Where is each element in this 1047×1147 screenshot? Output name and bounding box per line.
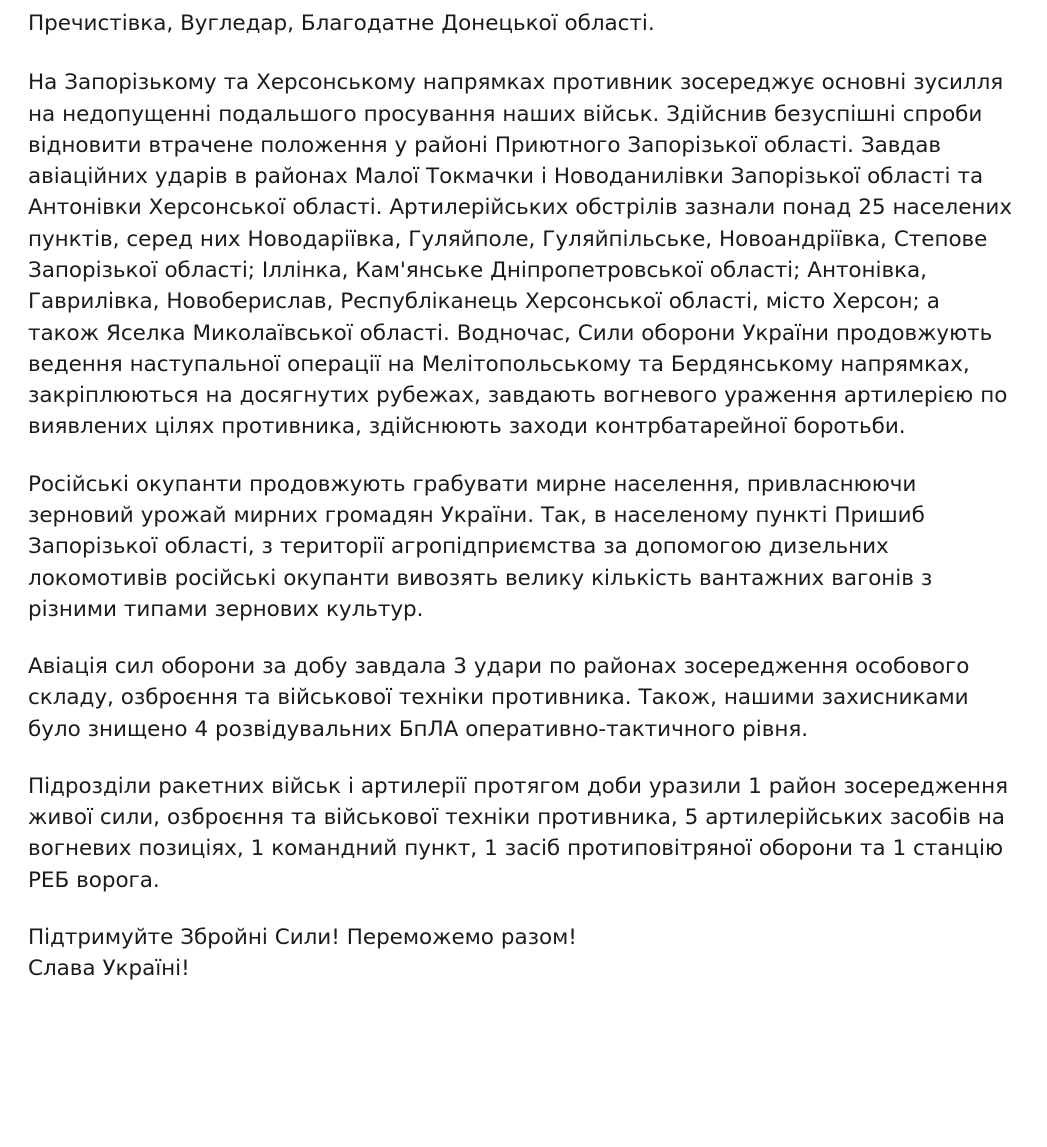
paragraph-4: Авіація сил оборони за добу завдала 3 удари по районах зосередження особового складу, озброєння та військової техніки противника. Також, нашими захисниками було знищено 4 розвідувальних БпЛА оперативно-тактичного рівня.	[28, 654, 970, 742]
paragraph-1: Пречистівка, Вугледар, Благодатне Донецької області.	[28, 11, 655, 36]
paragraph-2: На Запорізькому та Херсонському напрямках противник зосереджує основні зусилля на недопущенні подальшого просування наших військ. Здійснив безуспішні спроби відновити втрачене положення у районі Приютного Запорізької області. Завдав авіаційних ударів в районах Малої Токмачки і Новоданилівки Запорізької області та Антонівки Херсонської області. Артилерійських обстрілів зазнали понад 25 населених пунктів, серед них Новодаріївка, Гуляйполе, Гуляйпільське, Новоандріївка, Степове Запорізької області; Іллінка, Кам'янське Дніпропетровської області; Антонівка, Гаврилівка, Новоберислав, Республіканець Херсонської області, місто Херсон; а також Яселка Миколаївської області. Водночас, Сили оборони України продовжують ведення наступальної операції на Мелітопольському та Бердянському напрямках, закріплюються на досягнутих рубежах, завдають вогневого ураження артилерією по виявлених цілях противника, здійснюють заходи контрбатарейної боротьби.	[28, 70, 1013, 440]
closing-line-glory: Слава Україні!	[28, 956, 190, 982]
closing-block	[28, 922, 1017, 985]
paragraph-5: Підрозділи ракетних військ і артилерії протягом доби уразили 1 район зосередження живої сили, озброєння та військової техніки противника, 5 артилерійських засобів на вогневих позиціях, 1 командний пункт, 1 засіб протиповітряної оборони та 1 станцію РЕБ ворога.	[28, 773, 1008, 893]
paragraph-3: Російські окупанти продовжують грабувати мирне населення, привласнюючи зерновий урожай мирних громадян України. Так, в населеному пункті Пришиб Запорізької області, з території агропідприємства за допомогою дизельних локомотивів російські окупанти вивозять велику кількість вантажних вагонів з різними типами зернових культур.	[28, 471, 933, 622]
closing-line-support: Підтримуйте Збройні Сили! Переможемо разом!	[28, 925, 577, 951]
